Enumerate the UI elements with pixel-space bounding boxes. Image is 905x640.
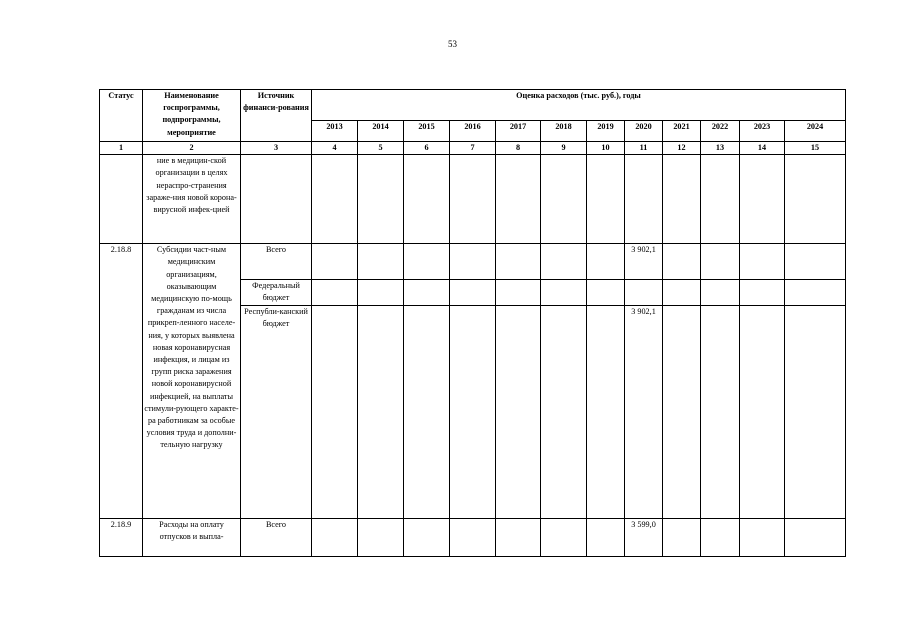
year-2013: 2013 <box>312 121 358 142</box>
col-number: 15 <box>785 142 846 155</box>
source-total: Всего <box>241 518 312 556</box>
value-2020-total: 3 902,1 <box>625 244 663 280</box>
col-number: 12 <box>663 142 701 155</box>
col-number: 8 <box>496 142 541 155</box>
col-number: 4 <box>312 142 358 155</box>
year-2019: 2019 <box>587 121 625 142</box>
table-row <box>100 244 846 280</box>
col-number: 6 <box>404 142 450 155</box>
row-status <box>100 155 143 244</box>
value-2020-republic: 3 902,1 <box>625 305 663 518</box>
col-number: 7 <box>450 142 496 155</box>
source-total: Всего <box>241 244 312 280</box>
col-number: 10 <box>587 142 625 155</box>
year-2022: 2022 <box>701 121 740 142</box>
col-number: 14 <box>740 142 785 155</box>
header-costs: Оценка расходов (тыс. руб.), годы <box>312 90 846 121</box>
row-name: Субсидии част-ным медицинским организациям, оказывающим медицинскую по-мощь гражданам из числа прикреп-ленного населе-ния, у которых выявлена новая коронавирусная инфекция, и лицам из групп риска заражения новой коронавирусной инфекцией, на выплаты стимули-рующего характе-ра работникам за особые условия труда и дополни-тельную нагрузку <box>143 244 241 518</box>
source-republic: Республи-канский бюджет <box>241 305 312 518</box>
year-2023: 2023 <box>740 121 785 142</box>
row-status: 2.18.9 <box>100 518 143 556</box>
year-2014: 2014 <box>358 121 404 142</box>
col-number: 5 <box>358 142 404 155</box>
table-row <box>100 155 846 244</box>
col-number: 13 <box>701 142 740 155</box>
year-2021: 2021 <box>663 121 701 142</box>
row-name: ние в медицин-ской организации в целях нераспро-странения зараже-ния новой корона-вирусной инфек-цией <box>143 155 241 244</box>
year-2018: 2018 <box>541 121 587 142</box>
col-number: 9 <box>541 142 587 155</box>
row-name: Расходы на оплату отпусков и выпла- <box>143 518 241 556</box>
value-2020-total: 3 599,0 <box>625 518 663 556</box>
header-source: Источник финанси-рования <box>241 90 312 142</box>
header-status: Статус <box>100 90 143 142</box>
year-2017: 2017 <box>496 121 541 142</box>
year-2016: 2016 <box>450 121 496 142</box>
col-number: 1 <box>100 142 143 155</box>
year-2020: 2020 <box>625 121 663 142</box>
col-number: 3 <box>241 142 312 155</box>
page-number: 53 <box>448 39 457 49</box>
year-2015: 2015 <box>404 121 450 142</box>
header-name: Наименование госпрограммы, подпрограммы, мероприятие <box>143 90 241 142</box>
table-row <box>100 518 846 556</box>
source-federal: Федеральный бюджет <box>241 280 312 305</box>
row-status: 2.18.8 <box>100 244 143 518</box>
col-number: 2 <box>143 142 241 155</box>
budget-table <box>99 89 846 557</box>
year-2024: 2024 <box>785 121 846 142</box>
col-number: 11 <box>625 142 663 155</box>
